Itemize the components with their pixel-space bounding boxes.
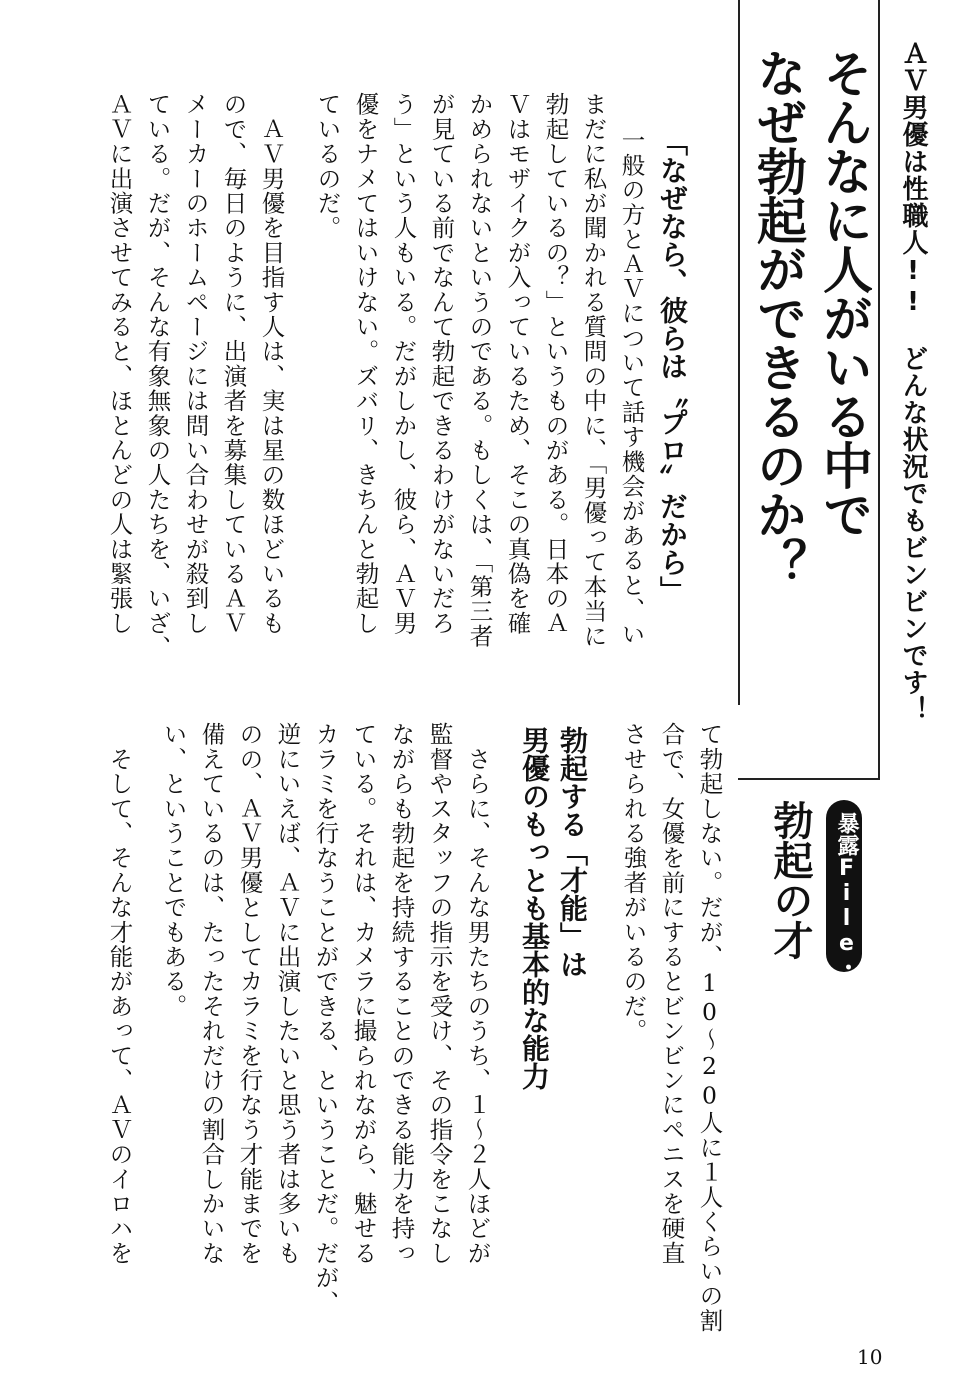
lower-section-heading-2: 男優のもっとも基本的な能力: [518, 726, 551, 1090]
lower-body-line: そして、そんな才能があって、ＡＶのイロハを: [105, 722, 134, 1266]
horizontal-divider: [738, 778, 880, 780]
title-line-2: なぜ勃起ができるのか？: [749, 48, 807, 587]
upper-body-line: ＡＶ男優を目指す人は、実は星の数ほどいるも: [257, 92, 286, 636]
upper-body-line: まだに私が聞かれる質問の中に、「男優って本当に: [579, 92, 608, 649]
upper-body-line: メーカーのホームページには問い合わせが殺到し: [181, 92, 210, 636]
lower-body-line: さらに、そんな男たちのうち、１〜２人ほどが: [463, 722, 492, 1266]
upper-body-line: ているのだ。: [313, 92, 342, 241]
lower-body-line: のの、ＡＶ男優としてカラミを行なう才能までを: [235, 722, 264, 1266]
lower-body-line: させられる強者がいるのだ。: [619, 722, 648, 1044]
lower-section-heading-1: 勃起する「才能」は: [556, 726, 589, 978]
lower-body-line: て勃起しない。だが、10〜20人に１人くらいの割: [695, 722, 724, 1333]
lower-body-line: 備えているのは、たったそれだけの割合しかいな: [197, 722, 226, 1266]
upper-body-line: ている。だが、そんな有象無象の人たちを、いざ、: [143, 92, 172, 661]
lower-body-line: い、ということでもある。: [159, 722, 188, 1019]
lower-body-line: 逆にいえば、ＡＶに出演したいと思う者は多いも: [273, 722, 302, 1266]
file-title: 勃起の才: [767, 800, 813, 960]
lower-body-line: ている。それは、カメラに撮られながら、魅せる: [349, 722, 378, 1266]
lower-body-line: 合で、女優を前にするとビンビンにペニスを硬直: [657, 722, 686, 1266]
lower-body-line: 監督やスタッフの指示を受け、その指令をこなし: [425, 722, 454, 1266]
upper-body-line: ＡＶに出演させてみると、ほとんどの人は緊張し: [105, 92, 134, 636]
left-divider-header: [738, 0, 740, 705]
upper-body-line: かめられないというのである。もしくは、「第三者: [465, 92, 494, 649]
lower-body-line: ながらも勃起を持続することのできる能力を持っ: [387, 722, 416, 1266]
upper-section-heading: 「なぜなら、彼らは〝プロ〟だから」: [656, 128, 689, 604]
file-tag-label: 暴露File・2: [834, 812, 859, 1003]
upper-body-line: う」という人もいる。だがしかし、彼ら、ＡＶ男: [389, 92, 418, 636]
upper-body-line: 一般の方とＡＶについて話す機会があると、い: [617, 128, 646, 647]
lower-body-line: カラミを行なうことができる、ということだ。だが、: [311, 722, 340, 1315]
upper-body-line: ので、毎日のように、出演者を募集しているＡＶ: [219, 92, 248, 636]
upper-body-line: が見ている前でなんて勃起できるわけがないだろ: [427, 92, 456, 636]
page-number: 10: [857, 1345, 883, 1369]
title-line-1: そんなに人がいる中で: [815, 48, 873, 538]
header-eyebrow: ＡＶ男優は性職人!! どんな状況でもビンビンです！: [898, 40, 928, 723]
right-divider-top: [878, 0, 880, 780]
upper-body-line: 勃起しているの？」というものがある。日本のＡ: [541, 92, 570, 636]
upper-body-line: 優をナメてはいけない。ズバリ、きちんと勃起し: [351, 92, 380, 636]
upper-body-line: Ｖはモザイクが入っているため、そこの真偽を確: [503, 92, 532, 636]
